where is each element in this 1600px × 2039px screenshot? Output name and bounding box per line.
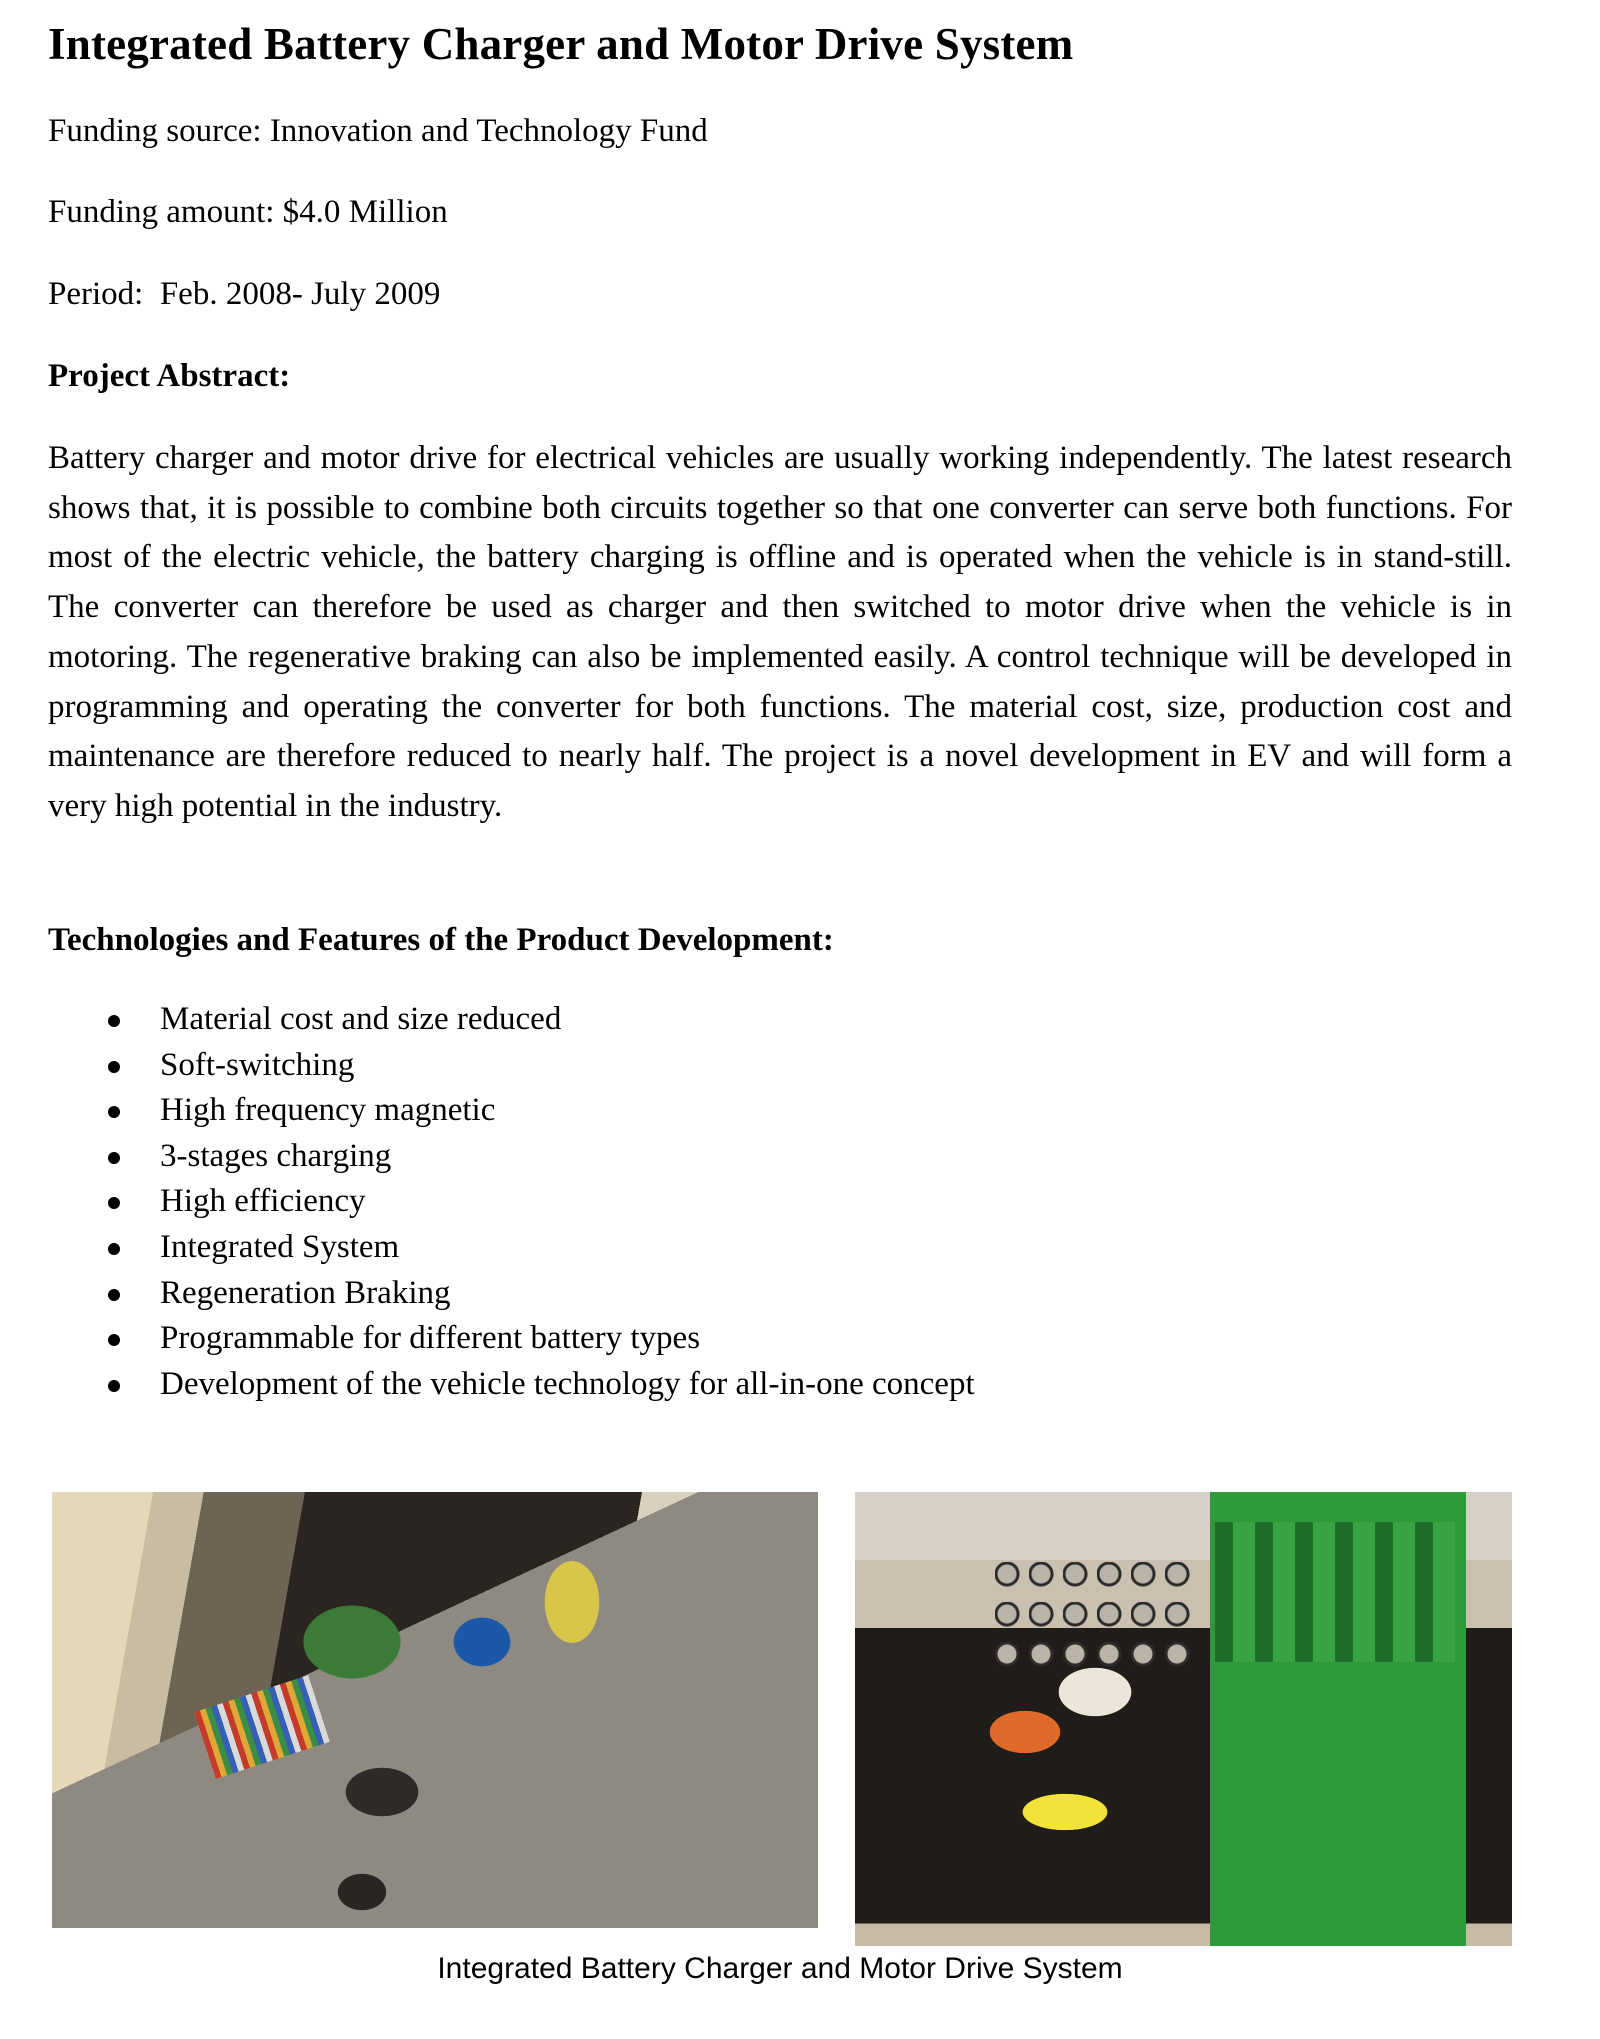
charger-enclosure-photo <box>52 1492 818 1928</box>
feature-item <box>100 1271 975 1317</box>
feature-item <box>100 1134 975 1180</box>
capacitor-bank <box>995 1562 1195 1672</box>
feature-text: Development of the vehicle technology for all-in-one concept <box>160 1365 975 1402</box>
bullet-icon <box>108 1197 120 1209</box>
feature-item <box>100 997 975 1043</box>
funding-amount: Funding amount: $4.0 Million <box>48 194 448 230</box>
feature-text: High frequency magnetic <box>160 1092 496 1129</box>
abstract-heading: Project Abstract: <box>48 358 291 394</box>
feature-item <box>100 1043 975 1089</box>
figure-caption: Integrated Battery Charger and Motor Drive System <box>437 1952 1123 1985</box>
feature-item <box>100 1088 975 1134</box>
features-heading: Technologies and Features of the Product Development: <box>48 922 834 958</box>
bullet-icon <box>108 1015 120 1027</box>
feature-text: 3-stages charging <box>160 1137 392 1174</box>
motor-drive-pcb-photo <box>855 1492 1512 1946</box>
feature-item <box>100 1316 975 1362</box>
bullet-icon <box>108 1061 120 1073</box>
bullet-icon <box>108 1380 120 1392</box>
feature-item <box>100 1179 975 1225</box>
feature-text: High efficiency <box>160 1183 366 1220</box>
project-period: Period: Feb. 2008- July 2009 <box>48 276 441 312</box>
feature-text: Regeneration Braking <box>160 1274 451 1311</box>
ribbon-cable <box>194 1675 330 1779</box>
bullet-icon <box>108 1334 120 1346</box>
bullet-icon <box>108 1152 120 1164</box>
pcb-board <box>1215 1522 1455 1662</box>
feature-item <box>100 1225 975 1271</box>
bullet-icon <box>108 1106 120 1118</box>
feature-text: Soft-switching <box>160 1046 355 1083</box>
features-list <box>100 997 975 1407</box>
feature-item <box>100 1362 975 1408</box>
bullet-icon <box>108 1243 120 1255</box>
feature-text: Material cost and size reduced <box>160 1001 562 1037</box>
bullet-icon <box>108 1289 120 1301</box>
funding-source: Funding source: Innovation and Technology Fund <box>48 113 708 149</box>
document-title: Integrated Battery Charger and Motor Drive System <box>48 19 1074 69</box>
abstract-paragraph: Battery charger and motor drive for electrical vehicles are usually working independently. The latest research shows that, it is possible to combine both circuits together so that one converter can serve both functions. For most of the electric vehicle, the battery charging is offline and is operated when the vehicle is in stand-still. The converter can therefore be used as charger and then switched to motor drive when the vehicle is in motoring. The regenerative braking can also be implemented easily. A control technique will be developed in programming and operating the converter for both functions. The material cost, size, production cost and maintenance are therefore reduced to nearly half. The project is a novel development in EV and will form a very high potential in the industry. <box>48 440 1512 824</box>
feature-text: Programmable for different battery types <box>160 1320 701 1357</box>
feature-text: Integrated System <box>160 1228 400 1265</box>
